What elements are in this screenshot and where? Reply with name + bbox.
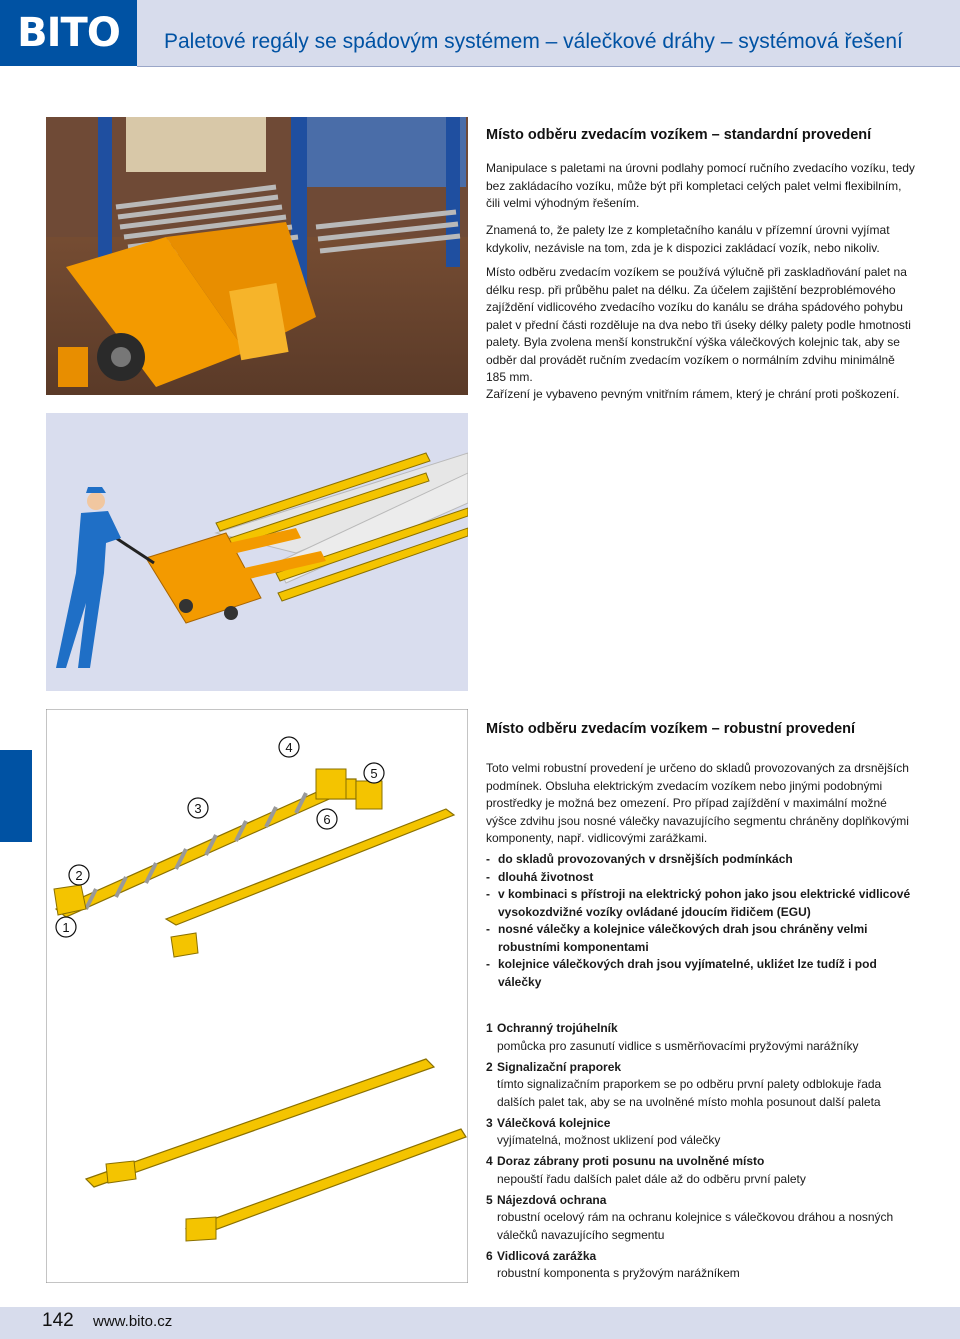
- legend-title: Signalizační praporek: [497, 1059, 622, 1074]
- legend-description: nepouští řadu dalších palet dále až do odběru první palety: [497, 1171, 806, 1186]
- side-tab-marker: [0, 750, 32, 842]
- callout-2: 2: [75, 868, 83, 883]
- warehouse-photo: [46, 117, 468, 395]
- feature-item: - nosné válečky a kolejnice válečkových drah jsou chráněny velmi robustními komponentami: [486, 921, 916, 956]
- section1-paragraph: Znamená to, že palety lze z kompletačního kanálu v přízemní úrovni vyjímat kdykoliv, nezávisle na tom, zda je k dispozici zakládací vozík, nebo nikoliv.: [486, 223, 890, 255]
- legend-title: Ochranný trojúhelník: [497, 1021, 618, 1035]
- legend-item: [486, 1192, 916, 1245]
- section-heading-robust: Místo odběru zvedacím vozíkem – robustní provedení: [486, 721, 856, 737]
- legend-number: 6: [486, 1248, 493, 1263]
- header-divider: [137, 66, 960, 67]
- legend-item: [486, 1059, 916, 1112]
- legend-description: pomůcka pro zasunutí vidlice s usměrňovacími pryžovými narážníky: [497, 1038, 859, 1053]
- robust-rail-diagram: [46, 709, 468, 1283]
- section2-intro: Toto velmi robustní provedení je určeno do skladů provozovaných za drsnějších podmínek. Obsluha elektrickým zvedacím vozíkem nebo jinými podobnými prostředky je možná bez omezení. Pro případ zajíždění v maximální možné výšce zdvihu jsou nosné válečky navazujícího segmentu chráněny doplňkovými komponenty, např. vidlicovými zarážkami.: [486, 761, 909, 845]
- legend-description: vyjímatelná, možnost uklizení pod válečky: [497, 1133, 721, 1147]
- legend-number: 2: [486, 1059, 493, 1074]
- legend-item: [486, 1153, 916, 1188]
- callout-4: 4: [285, 740, 293, 755]
- feature-item: - do skladů provozovaných v drsnějších podmínkách: [486, 851, 916, 869]
- callout-5: 5: [370, 766, 378, 781]
- feature-item: - v kombinaci s přístroji na elektrický pohon jako jsou elektrické vidlicové vysokozdvižné vozíky ovládané jdoucím řidičem (EGU): [486, 886, 916, 921]
- section-heading-standard: Místo odběru zvedacím vozíkem – standardní provedení: [486, 127, 872, 143]
- component-legend: [486, 1020, 916, 1286]
- callout-6: 6: [323, 812, 331, 827]
- legend-title: Nájezdová ochrana: [497, 1192, 607, 1207]
- legend-number: 3: [486, 1115, 493, 1130]
- page-title: Paletové regály se spádovým systémem – válečkové dráhy – systémová řešení: [164, 30, 903, 53]
- legend-description: tímto signalizačním praporkem se po odběru první palety odblokuje řada dalších palet tak, aby se na uvolněné místo mohla posunout další paleta: [497, 1077, 882, 1109]
- legend-title: Doraz zábrany proti posunu na uvolněné místo: [497, 1154, 765, 1168]
- section1-paragraph: Zařízení je vybaveno pevným vnitřním rámem, který je chrání proti poškození.: [486, 387, 900, 401]
- legend-number: 4: [486, 1154, 493, 1168]
- legend-description: robustní ocelový rám na ochranu kolejnice s válečkovou dráhou a nosných válečků navazujícího segmentu: [497, 1210, 894, 1242]
- legend-title: Vidlicová zarážka: [497, 1248, 597, 1263]
- legend-number: 1: [486, 1021, 493, 1035]
- feature-item: - kolejnice válečkových drah jsou vyjímatelné, ukliźet lze tudíž i pod válečky: [486, 956, 916, 991]
- page-number: 142: [42, 1310, 74, 1331]
- feature-item: - dlouhá životnost: [486, 869, 916, 887]
- legend-item: [486, 1020, 916, 1055]
- pallet-truck-illustration: [46, 413, 468, 691]
- bito-logo: BITO: [0, 0, 137, 66]
- callout-1: 1: [62, 920, 70, 935]
- legend-number: 5: [486, 1192, 493, 1207]
- legend-title: Válečková kolejnice: [497, 1115, 611, 1130]
- section1-paragraph: Manipulace s paletami na úrovni podlahy pomocí ručního zvedacího vozíku, tedy bez zakládacího vozíku, může být při kompletaci celých palet velmi flexibilním, čili velmi výhodným řešením.: [486, 161, 915, 210]
- legend-item: [486, 1248, 916, 1283]
- section1-paragraph: Místo odběru zvedacím vozíkem se používá výlučně při zaskladňování palet na délku resp. při průběhu palet na délku. Za účelem zajištění bezproblémového zajíždění vidlicového zvedacího vozíku do kanálu se dráha spádového pohybu palet v přední části rozděluje na dva nebo tři úseky délky palety podle hmotnosti palety. Byla zvolena menší konstrukční výška válečkových kolejnic tak, aby se odběr dal provádět ručním zvedacím vozíkem o normálním zdvihu minimálně 185 mm.: [486, 265, 911, 384]
- callout-3: 3: [194, 801, 202, 816]
- legend-description: robustní komponenta s pryžovým narážníkem: [497, 1266, 740, 1280]
- legend-item: [486, 1115, 916, 1150]
- feature-list: [486, 851, 916, 991]
- footer-url[interactable]: www.bito.cz: [93, 1313, 173, 1330]
